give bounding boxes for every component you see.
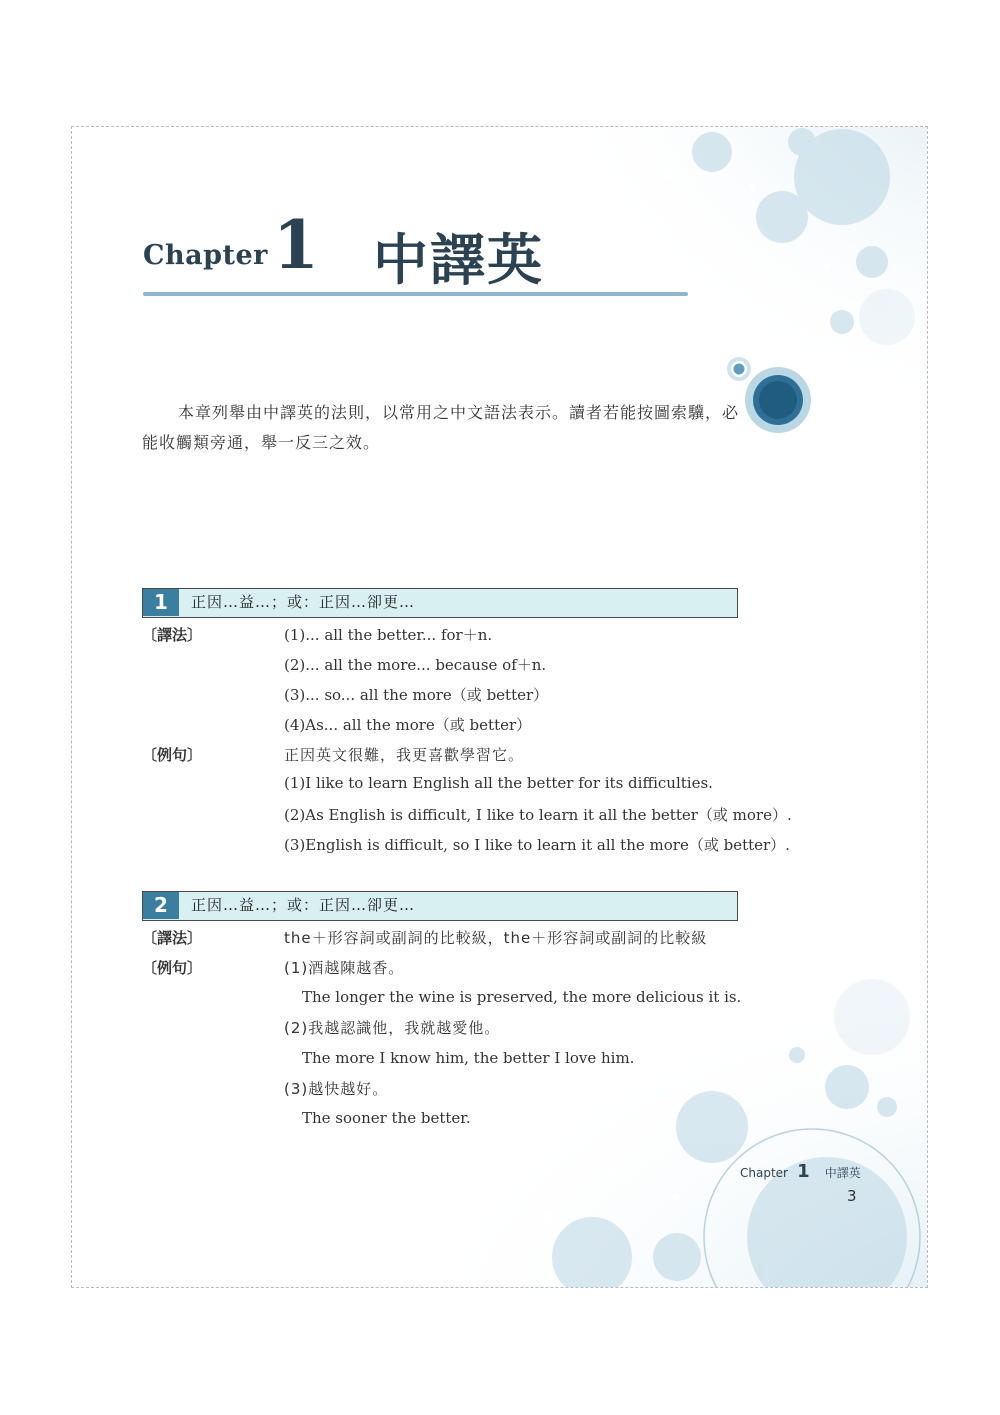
section-1-method-label: 〔譯法〕: [142, 626, 203, 644]
footer-chapter-number: 1: [797, 1161, 810, 1182]
section-2-header: [142, 891, 738, 921]
method-line: (4)As... all the more（或 better）: [284, 716, 532, 734]
section-2-number: 2: [143, 892, 179, 919]
example-english: The sooner the better.: [302, 1109, 471, 1127]
footer-chapter-word: Chapter: [740, 1166, 788, 1180]
section-2-example-label: 〔例句〕: [142, 959, 203, 977]
section-1-example-label: 〔例句〕: [142, 746, 203, 764]
chapter-rule: [143, 292, 688, 296]
page-frame: [71, 126, 928, 1288]
section-1-number: 1: [143, 589, 179, 616]
example-chinese: (2)我越認識他，我就越愛他。: [284, 1019, 501, 1037]
example-chinese: (3)越快越好。: [284, 1080, 389, 1098]
chapter-number: 1: [273, 206, 319, 284]
chapter-heading: [143, 206, 743, 292]
footer-chapter-label: [740, 1161, 861, 1182]
page-number: 3: [847, 1187, 857, 1205]
method-line: the＋形容詞或副詞的比較級，the＋形容詞或副詞的比較級: [284, 929, 708, 947]
example-english: (1)I like to learn English all the better for its difficulties.: [284, 774, 713, 792]
intro-paragraph: 本章列舉由中譯英的法則，以常用之中文語法表示。讀者若能按圖索驥，必能收觸類旁通，舉一反三之效。: [142, 403, 740, 452]
section-2-title: 正因…益…；或：正因…卻更…: [191, 896, 416, 914]
example-chinese: (1)酒越陳越香。: [284, 959, 405, 977]
example-chinese: 正因英文很難，我更喜歡學習它。: [284, 746, 525, 764]
section-1-title: 正因…益…；或：正因…卻更…: [191, 593, 416, 611]
chapter-title: 中譯英: [373, 228, 545, 292]
example-english: The longer the wine is preserved, the more delicious it is.: [302, 988, 742, 1006]
example-english: (3)English is difficult, so I like to learn it all the more（或 better）.: [284, 836, 790, 854]
example-english: (2)As English is difficult, I like to learn it all the better（或 more）.: [284, 806, 792, 824]
bubble-decoration: [72, 127, 928, 1288]
section-1-header: [142, 588, 738, 618]
example-english: The more I know him, the better I love him.: [302, 1049, 635, 1067]
chapter-word: Chapter: [143, 240, 268, 271]
method-line: (1)... all the better... for＋n.: [284, 626, 493, 644]
method-line: (3)... so... all the more（或 better）: [284, 686, 549, 704]
section-2-method-label: 〔譯法〕: [142, 929, 203, 947]
method-line: (2)... all the more... because of＋n.: [284, 656, 547, 674]
footer-chapter-title: 中譯英: [824, 1166, 861, 1180]
